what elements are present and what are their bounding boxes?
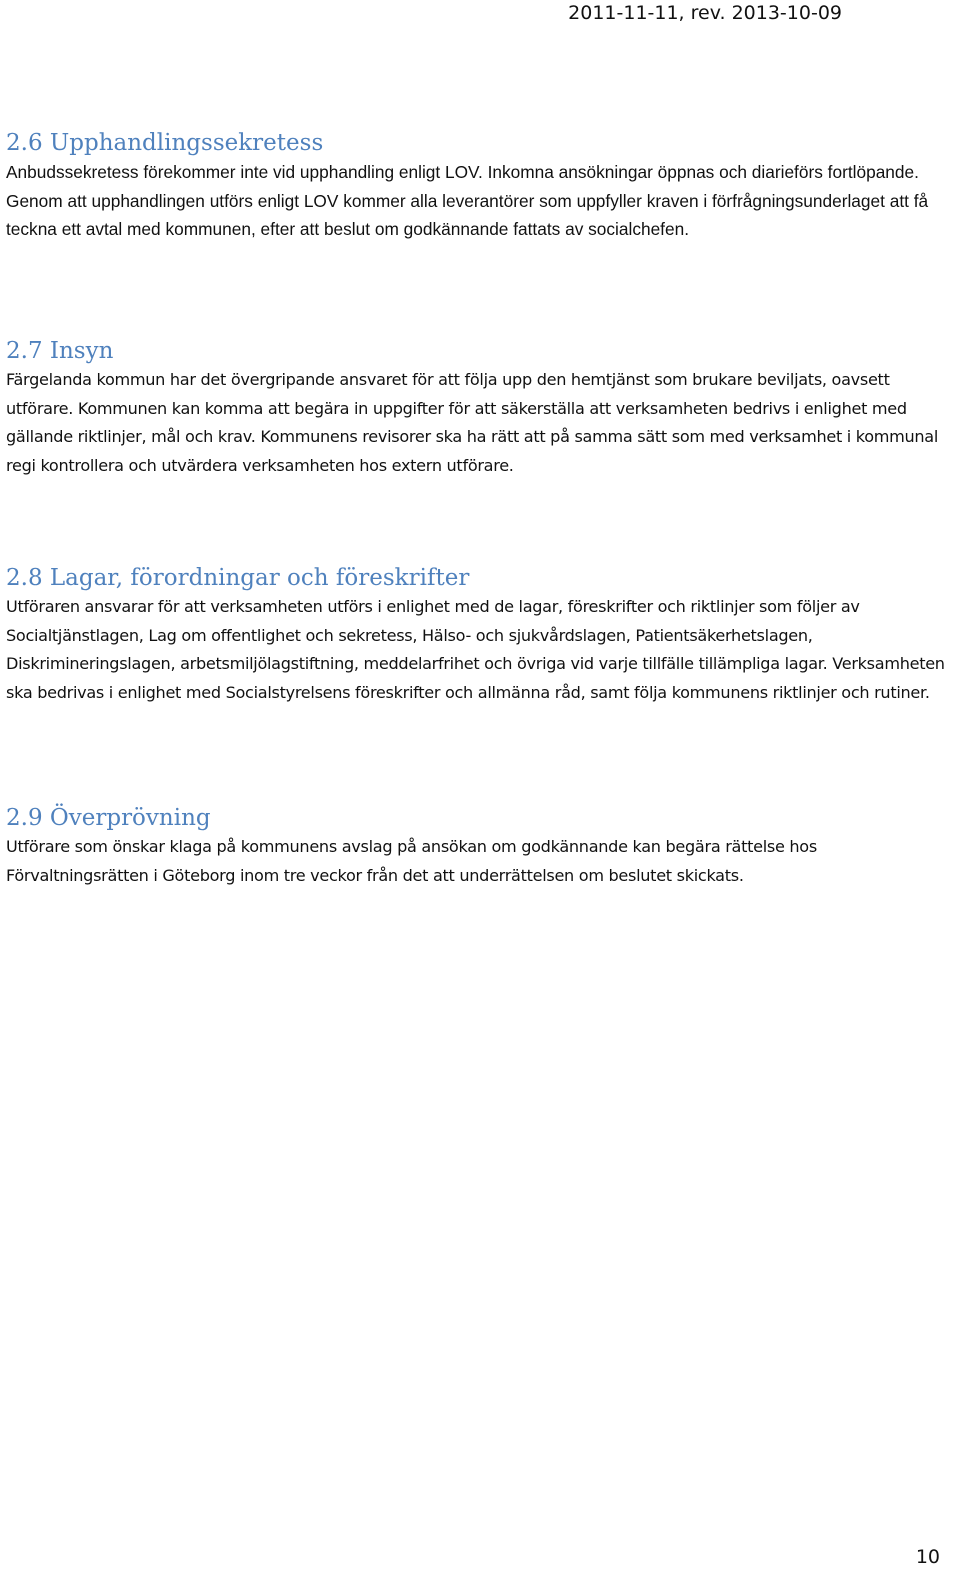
section-heading: 2.7 Insyn xyxy=(6,338,114,364)
section-heading: 2.8 Lagar, förordningar och föreskrifter xyxy=(6,565,470,591)
section-body: Anbudssekretess förekommer inte vid upphandling enligt LOV. Inkomna ansökningar öppnas och diarieförs fortlöpande. Genom att upphandlingen utförs enligt LOV kommer alla leverantörer som uppfyller kraven i förfrågningsunderlaget att få teckna ett avtal med kommunen, efter att beslut om godkännande fattats av socialchefen. xyxy=(6,162,929,239)
document-date-revision: 2011-11-11, rev. 2013-10-09 xyxy=(568,2,842,24)
page-number: 10 xyxy=(915,1546,940,1568)
section-overprovning xyxy=(6,803,954,890)
section-heading: 2.6 Upphandlingssekretess xyxy=(6,130,324,156)
section-insyn xyxy=(6,336,954,480)
section-heading: 2.9 Överprövning xyxy=(6,805,211,831)
section-upphandlingssekretess xyxy=(6,128,954,244)
section-lagar-forordningar xyxy=(6,563,954,707)
section-body: Utföraren ansvarar för att verksamheten utförs i enlighet med de lagar, föreskrifter och riktlinjer som följer av Socialtjänstlagen, Lag om offentlighet och sekretess, Hälso- och sjukvårdslagen, Patientsäkerhetslagen, Diskrimineringslagen, arbetsmiljölagstiftning, meddelarfrihet och övriga vid varje tillfälle tillämpliga lagar. Verksamheten ska bedrivas i enlighet med Socialstyrelsens föreskrifter och allmänna råd, samt följa kommunens riktlinjer och rutiner. xyxy=(6,597,945,702)
section-body: Utförare som önskar klaga på kommunens avslag på ansökan om godkännande kan begära rättelse hos Förvaltningsrätten i Göteborg inom tre veckor från det att underrättelsen om beslutet skickats. xyxy=(6,837,817,885)
section-body: Färgelanda kommun har det övergripande ansvaret för att följa upp den hemtjänst som brukare beviljats, oavsett utförare. Kommunen kan komma att begära in uppgifter för att säkerställa att verksamheten bedrivs i enlighet med gällande riktlinjer, mål och krav. Kommunens revisorer ska ha rätt att på samma sätt som med verksamhet i kommunal regi kontrollera och utvärdera verksamheten hos extern utförare. xyxy=(6,370,939,475)
